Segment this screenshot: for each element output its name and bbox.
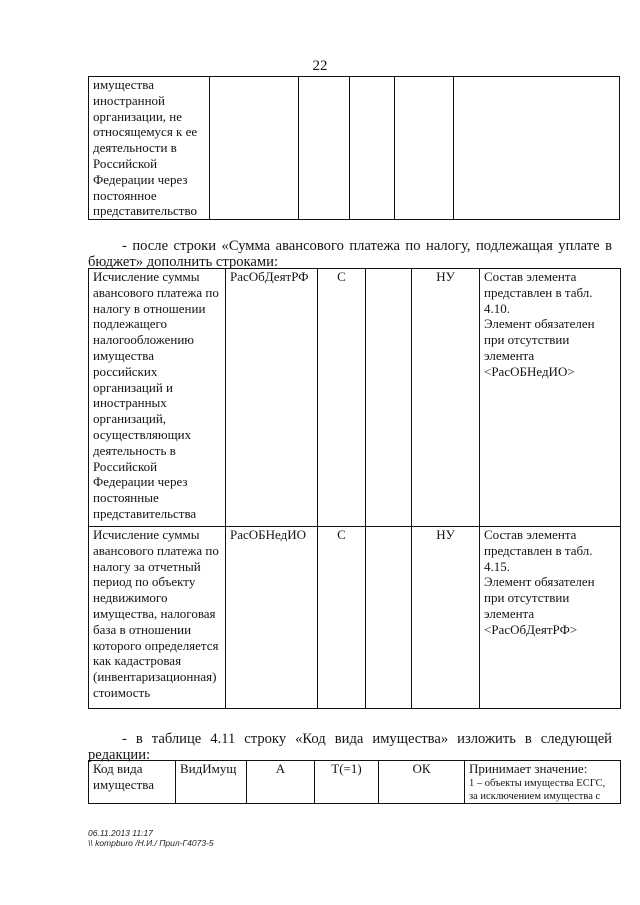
paragraph-line: - после строки «Сумма авансового платежа по налогу, подлежащая уплате в (122, 238, 612, 254)
row-notes-cell (480, 269, 621, 527)
table-row (89, 527, 621, 709)
footer (88, 828, 214, 848)
row-tag-cell (210, 77, 299, 220)
paragraph-line: редакции: (88, 747, 151, 763)
table-bottom (88, 760, 621, 804)
row-tag-cell: РасОБНедИО (226, 527, 318, 709)
row-format-cell: Т(=1) (315, 761, 379, 804)
table-mid (88, 268, 621, 709)
paragraph-line: бюджет» дополнить строками: (88, 254, 278, 270)
row-name-cell: имущества иностранной организации, не относящемуся к ее деятельности в Российской Федерации через постоянное представительство (89, 77, 210, 220)
table-row (89, 761, 621, 804)
row-type-cell: А (247, 761, 315, 804)
footer-file-path: \\ kompburo /Н.И./ Прил-Г4073-5 (88, 838, 214, 848)
notes-required-condition: Элемент обязателен при отсутствии элемента <РасОбДеятРФ> (484, 574, 595, 637)
notes-composition: Состав элемента представлен в табл. 4.15. (484, 527, 593, 574)
row-required-cell (395, 77, 454, 220)
row-name-cell: Код вида имущества (89, 761, 176, 804)
table-row (89, 77, 620, 220)
paragraph-line: - в таблице 4.11 строку «Код вида имущества» изложить в следующей (122, 731, 612, 747)
row-required-cell: ОК (379, 761, 465, 804)
notes-required-condition: Элемент обязателен при отсутствии элемента <РасОБНедИО> (484, 316, 595, 379)
row-type-cell (299, 77, 350, 220)
row-notes-cell (480, 527, 621, 709)
row-type-cell: С (318, 527, 366, 709)
paragraph-replace-row (88, 731, 612, 763)
notes-composition: Состав элемента представлен в табл. 4.10. (484, 269, 593, 316)
row-required-cell: НУ (412, 527, 480, 709)
notes-value-heading: Принимает значение: (469, 761, 588, 776)
table-row (89, 269, 621, 527)
row-tag-cell: ВидИмущ (176, 761, 247, 804)
row-notes-cell (465, 761, 621, 804)
page-number: 22 (312, 58, 328, 74)
row-format-cell (350, 77, 395, 220)
notes-value-item: 1 – объекты имущества ЕСГС, за исключением имущества с (469, 777, 606, 802)
row-required-cell: НУ (412, 269, 480, 527)
row-name-cell: Исчисление суммы авансового платежа по налогу за отчетный период по объекту недвижимого имущества, налоговая база в отношении которого определяется как кадастровая (инвентаризационная) стоимость (89, 527, 226, 709)
paragraph-insert-rows (88, 238, 612, 270)
row-name-cell: Исчисление суммы авансового платежа по налогу в отношении подлежащего налогообложению имущества российских организаций и иностранных организаций, осуществляющих деятельность в Российской Федерации через постоянные представительства (89, 269, 226, 527)
row-type-cell: С (318, 269, 366, 527)
table-top (88, 76, 620, 220)
row-format-cell (366, 269, 412, 527)
row-format-cell (366, 527, 412, 709)
row-tag-cell: РасОбДеятРФ (226, 269, 318, 527)
row-notes-cell (454, 77, 620, 220)
footer-timestamp: 06.11.2013 11:17 (88, 828, 153, 838)
